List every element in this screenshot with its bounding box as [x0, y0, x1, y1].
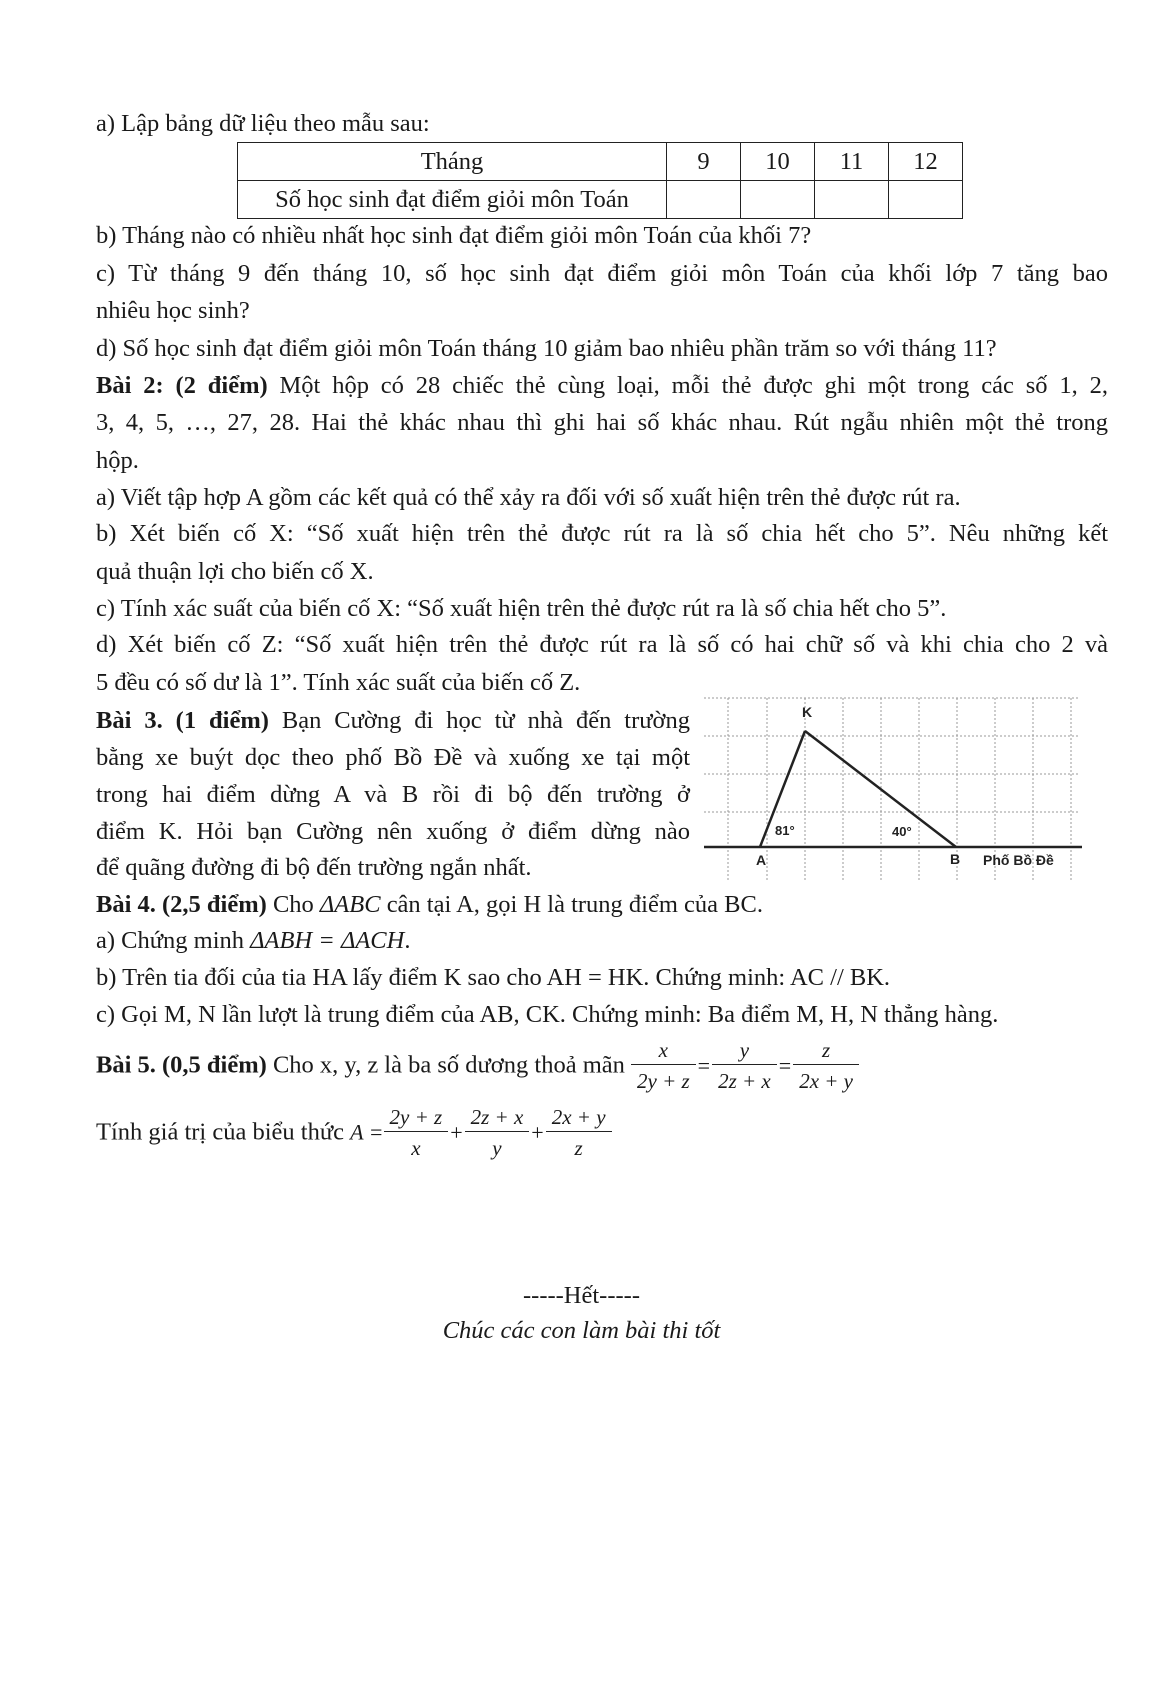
table-month-cell: 12	[889, 143, 963, 181]
bai3-line5: để quãng đường đi bộ đến trường ngắn nhất.	[96, 854, 532, 881]
question-b: b) Tháng nào có nhiều nhất học sinh đạt điểm giỏi môn Toán của khối 7?	[96, 222, 812, 249]
bai4-a-end: .	[404, 927, 411, 954]
table-row	[238, 181, 963, 219]
bai3-title: Bài 3. (1 điểm)	[96, 707, 269, 734]
table-empty-cell	[667, 181, 741, 219]
fraction-denominator: 2z + x	[718, 1069, 771, 1094]
bai3-line4: điểm K. Hỏi bạn Cường nên xuống ở điểm dừng nào	[96, 818, 690, 845]
fraction-2	[712, 1038, 777, 1093]
street-label: Phố Bồ Đề	[983, 852, 1054, 868]
bai5-line2	[96, 1105, 612, 1160]
plus-sign: +	[450, 1119, 463, 1145]
expression-lhs: A =	[350, 1119, 384, 1145]
bai2-text: Một hộp có 28 chiếc thẻ cùng loại, mỗi thẻ được ghi một trong các số 1, 2,	[267, 372, 1109, 399]
bai4-text-end: cân tại A, gọi H là trung điểm của BC.	[380, 891, 763, 918]
bai3-figure	[704, 690, 1084, 885]
bai5-line1	[96, 1038, 859, 1093]
fraction-numerator: y	[712, 1038, 777, 1065]
triangle-abc: ΔABC	[319, 891, 381, 918]
fraction-denominator: 2y + z	[637, 1069, 690, 1094]
fraction-numerator: 2z + x	[465, 1105, 530, 1132]
fraction-numerator: 2y + z	[384, 1105, 449, 1132]
bai2-line1	[96, 374, 1108, 399]
label-a: A	[756, 852, 767, 868]
bai2-title: Bài 2: (2 điểm)	[96, 372, 268, 399]
equals-sign: =	[778, 1052, 792, 1078]
label-k: K	[802, 704, 813, 720]
bai3-text: Bạn Cường đi học từ nhà đến trường	[268, 707, 690, 734]
bai4-question-a	[96, 929, 410, 954]
bai4-text: Cho	[266, 891, 320, 918]
bai4-line1	[96, 893, 763, 918]
bai4-question-c: c) Gọi M, N lần lượt là trung điểm của AB, CK. Chứng minh: Ba điểm M, H, N thẳng hàng.	[96, 1001, 999, 1028]
angle-b-label: 40°	[892, 824, 912, 839]
fraction-g3	[546, 1105, 612, 1160]
table-month-cell: 9	[667, 143, 741, 181]
table-empty-cell	[741, 181, 815, 219]
bai4-a-text: a) Chứng minh	[96, 927, 251, 954]
table-month-cell: 11	[815, 143, 889, 181]
fraction-denominator: 2x + y	[799, 1069, 853, 1094]
fraction-numerator: x	[631, 1038, 696, 1065]
bai2-question-d-line1: d) Xét biến cố Z: “Số xuất hiện trên thẻ được rút ra là số có hai chữ số và khi chia cho 2 và	[96, 631, 1108, 658]
equals-sign: =	[697, 1052, 711, 1078]
table-row-label: Số học sinh đạt điểm giỏi môn Toán	[238, 181, 667, 219]
bai2-question-b-line1: b) Xét biến cố X: “Số xuất hiện trên thẻ được rút ra là số chia hết cho 5”. Nêu những kết	[96, 520, 1108, 547]
fraction-denominator: x	[411, 1136, 421, 1161]
question-c-line2: nhiêu học sinh?	[96, 297, 250, 324]
table-row	[238, 143, 963, 181]
bai5-title: Bài 5. (0,5 điểm)	[96, 1051, 267, 1079]
table-header-label: Tháng	[238, 143, 667, 181]
bai5-text: Cho x, y, z là ba số dương thoả mãn	[266, 1051, 625, 1079]
data-table	[237, 142, 963, 219]
bai3-line2: bằng xe buýt dọc theo phố Bồ Đề và xuống xe tại một	[96, 744, 690, 771]
fraction-1	[631, 1038, 696, 1093]
bai3-line1	[96, 709, 690, 734]
question-c-line1: c) Từ tháng 9 đến tháng 10, số học sinh đạt điểm giỏi môn Toán của khối lớp 7 tăng bao	[96, 260, 1108, 287]
table-empty-cell	[889, 181, 963, 219]
bai2-question-a: a) Viết tập hợp A gồm các kết quả có thể xảy ra đối với số xuất hiện trên thẻ được rút ra.	[96, 484, 961, 511]
fraction-numerator: 2x + y	[546, 1105, 612, 1132]
bai2-line3: hộp.	[96, 447, 139, 474]
question-a-table: a) Lập bảng dữ liệu theo mẫu sau:	[96, 110, 430, 137]
label-b: B	[950, 851, 961, 867]
segment-kb	[805, 731, 956, 847]
fraction-g1	[384, 1105, 449, 1160]
fraction-3	[793, 1038, 859, 1093]
bai5-expression-text: Tính giá trị của biểu thức	[96, 1118, 344, 1146]
fraction-g2	[465, 1105, 530, 1160]
angle-a-label: 81°	[775, 823, 795, 838]
table-empty-cell	[815, 181, 889, 219]
bai4-question-b: b) Trên tia đối của tia HA lấy điểm K sao cho AH = HK. Chứng minh: AC // BK.	[96, 964, 891, 991]
bai4-title: Bài 4. (2,5 điểm)	[96, 891, 267, 918]
bai2-question-b-line2: quả thuận lợi cho biến cố X.	[96, 558, 374, 585]
table-month-cell: 10	[741, 143, 815, 181]
bai2-question-d-line2: 5 đều có số dư là 1”. Tính xác suất của biến cố Z.	[96, 669, 581, 696]
bai2-question-c: c) Tính xác suất của biến cố X: “Số xuất hiện trên thẻ được rút ra là số chia hết cho 5”.	[96, 595, 947, 622]
fraction-denominator: z	[574, 1136, 583, 1161]
question-d: d) Số học sinh đạt điểm giỏi môn Toán tháng 10 giảm bao nhiêu phần trăm so với tháng 11?	[96, 335, 997, 362]
closing-wish: Chúc các con làm bài thi tốt	[442, 1317, 721, 1344]
fraction-numerator: z	[793, 1038, 859, 1065]
congruence-formula: ΔABH = ΔACH	[250, 927, 405, 954]
plus-sign: +	[531, 1119, 544, 1145]
bai2-line2: 3, 4, 5, …, 27, 28. Hai thẻ khác nhau thì ghi hai số khác nhau. Rút ngẫu nhiên một thẻ trong	[96, 409, 1108, 436]
bai3-line3: trong hai điểm dừng A và B rồi đi bộ đến trường ở	[96, 781, 690, 808]
fraction-denominator: y	[492, 1136, 502, 1161]
end-marker: -----Hết-----	[523, 1282, 640, 1309]
